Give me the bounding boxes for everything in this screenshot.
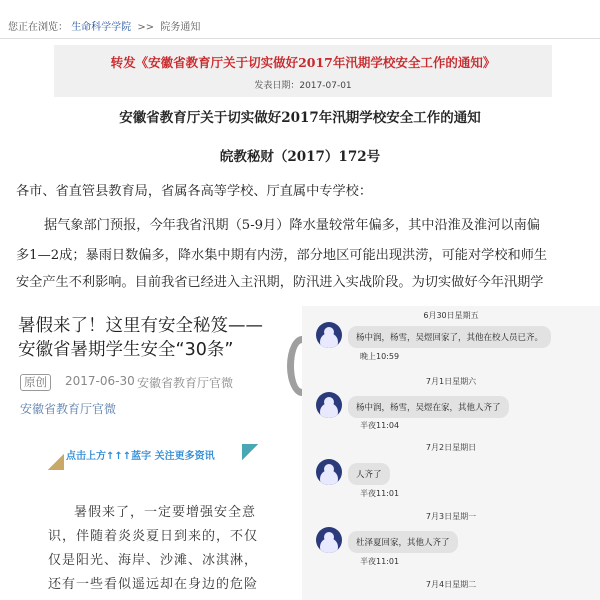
chat-message-bubble[interactable]: 杜泽夏回家，其他人齐了 xyxy=(348,531,458,553)
avatar[interactable] xyxy=(316,459,342,485)
document-number: 皖教秘财（2017）172号 xyxy=(219,149,381,165)
avatar[interactable] xyxy=(316,392,342,418)
follow-banner[interactable] xyxy=(48,444,258,470)
article-body xyxy=(48,501,258,597)
breadcrumb-separator: >> xyxy=(137,22,155,33)
corner-triangle-icon xyxy=(48,454,64,470)
article-panel xyxy=(0,306,302,600)
chat-message-bubble[interactable]: 杨中润，杨雪，吴煜在家，其他人齐了 xyxy=(348,396,509,418)
chat-message-time: 半夜11:01 xyxy=(360,557,400,566)
document-paragraph: 多1—2成；暴雨日数偏多，降水集中期有内涝，部分地区可能出现洪涝，可能对学校和师生 xyxy=(16,248,548,263)
avatar[interactable] xyxy=(316,322,342,348)
article-body-line: 识，伴随着炎炎夏日到来的，不仅 xyxy=(48,529,259,544)
document-heading: 安徽省教育厅关于切实做好2017年汛期学校安全工作的通知 xyxy=(119,110,481,126)
chat-message-bubble[interactable]: 人齐了 xyxy=(348,463,390,485)
corner-triangle-icon xyxy=(242,444,258,460)
divider xyxy=(0,38,600,39)
article-title xyxy=(18,314,263,362)
publish-date: 发表日期：2017-07-01 xyxy=(254,81,352,91)
account-name-link[interactable]: 安徽省教育厅官微 xyxy=(20,402,117,416)
document-paragraph: 安全产生不利影响。目前我省已经进入主汛期，防汛进入实战阶段。为切实做好今年汛期学 xyxy=(16,275,544,290)
avatar[interactable] xyxy=(316,527,342,553)
document-paragraph: 各市、省直管县教育局，省属各高等学校、厅直属中专学校： xyxy=(16,184,373,199)
chat-date-separator: 6月30日星期五 xyxy=(423,311,479,320)
chat-message-bubble[interactable]: 杨中润，杨雪，吴煜回家了，其他在校人员已齐。 xyxy=(348,326,551,348)
chat-date-separator: 7月2日星期日 xyxy=(425,443,477,452)
document-banner-title: 转发《安徽省教育厅关于切实做好2017年汛期学校安全工作的通知》 xyxy=(110,55,496,70)
article-body-line: 还有一些看似遥远却在身边的危险 xyxy=(48,577,259,592)
breadcrumb-link-school[interactable]: 生命科学学院 xyxy=(71,22,132,33)
document-title-banner xyxy=(54,45,552,97)
chat-message-time: 晚上10:59 xyxy=(360,352,400,361)
original-badge: 原创 xyxy=(20,374,51,391)
breadcrumb-prefix: 您正在浏览： xyxy=(8,22,68,33)
follow-prompt: 点击上方↑↑↑蓝字 关注更多资讯 xyxy=(66,451,215,462)
article-body-line: 仅是阳光、海岸、沙滩、冰淇淋， xyxy=(48,553,259,568)
breadcrumb-current: 院务通知 xyxy=(160,22,201,33)
chat-message-time: 半夜11:04 xyxy=(360,421,400,430)
article-source-link[interactable]: 安徽省教育厅官微 xyxy=(137,376,234,390)
chat-message-time: 半夜11:01 xyxy=(360,489,400,498)
article-body-line: 暑假来了，一定要增强安全意 xyxy=(74,505,257,520)
document-paragraph: 据气象部门预报，今年我省汛期（5-9月）降水量较常年偏多，其中沿淮及淮河以南偏 xyxy=(44,218,540,233)
breadcrumb xyxy=(8,18,200,33)
chat-panel xyxy=(302,306,600,600)
chat-date-separator: 7月4日星期二 xyxy=(425,580,477,589)
chat-date-separator: 7月1日星期六 xyxy=(425,377,477,386)
article-title-line: 暑假来了！这里有安全秘笈—— xyxy=(18,316,263,336)
article-title-line: 安徽省暑期学生安全“30条” xyxy=(18,340,234,360)
article-date: 2017-06-30 xyxy=(65,374,135,388)
chat-date-separator: 7月3日星期一 xyxy=(425,512,477,521)
